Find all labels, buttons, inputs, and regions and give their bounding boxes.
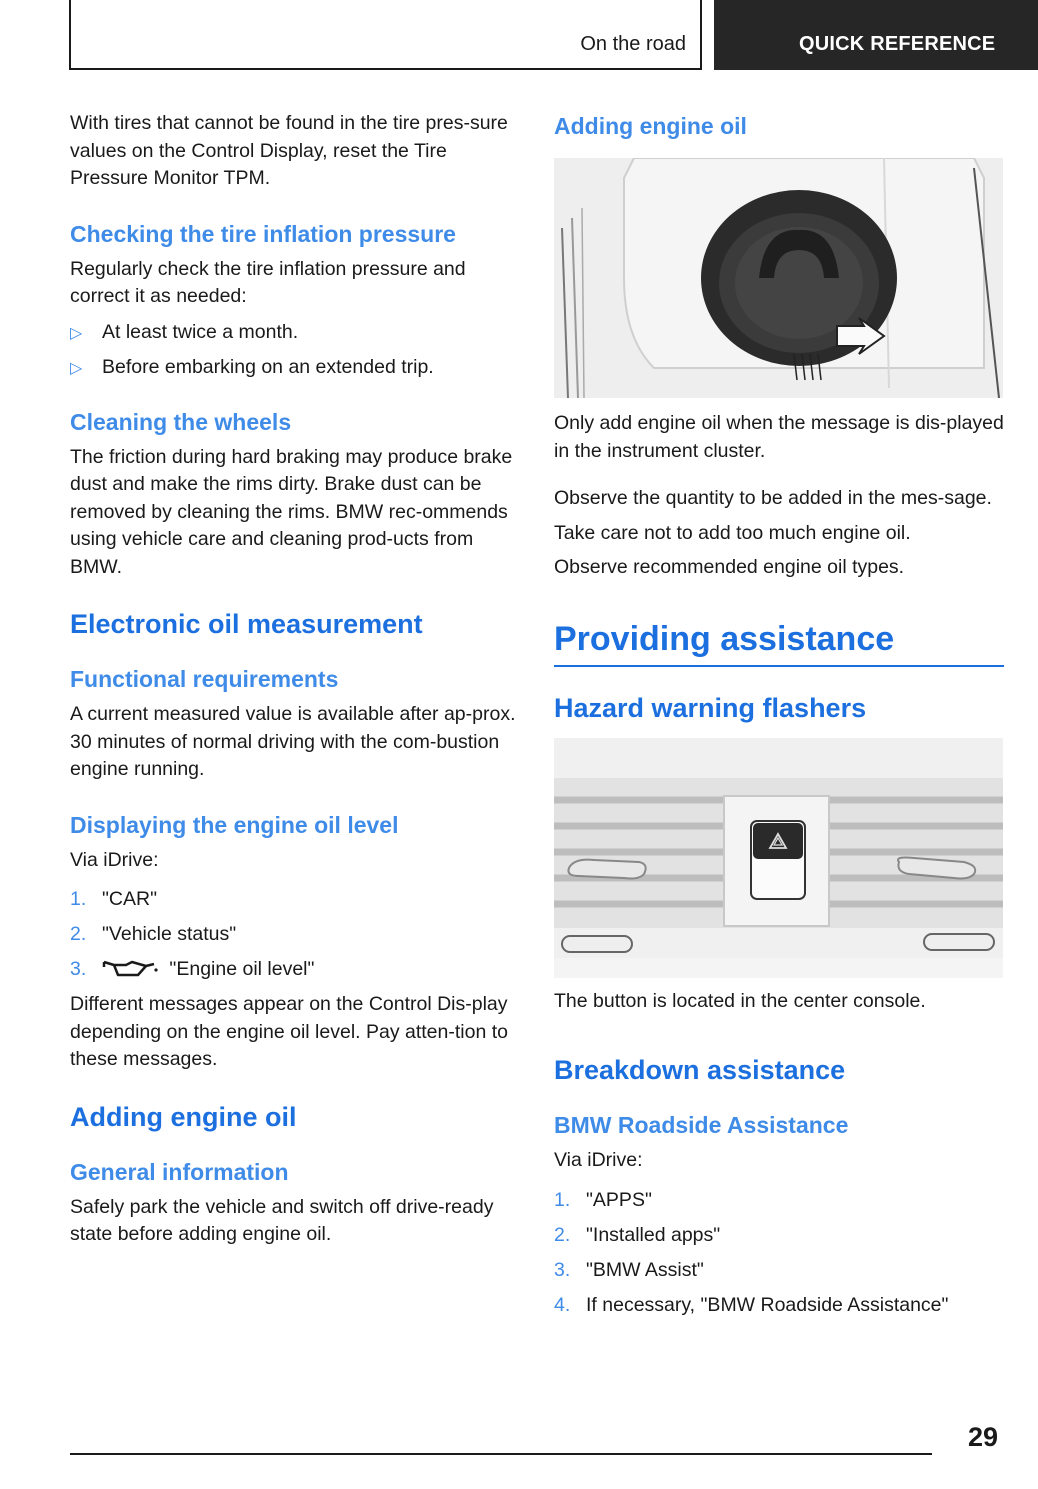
list-item (554, 1292, 1004, 1319)
step-number: 1. (554, 1188, 571, 1211)
step-text: "APPS" (586, 1188, 652, 1211)
list-item (70, 921, 525, 948)
step-text: "Installed apps" (586, 1223, 721, 1246)
oil-types-text: Observe recommended engine oil types. (554, 556, 905, 578)
step-number: 1. (70, 888, 87, 910)
hazard-caption: The button is located in the center console. (554, 989, 926, 1012)
functional-requirements-heading: Functional requirements (70, 666, 339, 692)
adding-engine-oil-heading-left: Adding engine oil (70, 1101, 297, 1132)
checking-pressure-body: Regularly check the tire inflation pressure and correct it as needed: (70, 257, 466, 307)
header-section-title: On the road (580, 33, 686, 55)
roadside-assistance-heading: BMW Roadside Assistance (554, 1112, 849, 1138)
tpm-intro-text: With tires that cannot be found in the tire pres-sure values on the Control Display, reset the Tire Pressure Monitor TPM. (70, 112, 508, 189)
step-text: "Engine oil level" (169, 958, 315, 980)
general-information-body: Safely park the vehicle and switch off drive-ready state before adding engine oil. (70, 1195, 494, 1245)
providing-assistance-heading: Providing assistance (554, 619, 895, 658)
list-item (70, 354, 525, 381)
step-text: "CAR" (102, 888, 158, 910)
general-information-heading: General information (70, 1158, 289, 1185)
step-number: 4. (554, 1293, 571, 1316)
header-box (69, 0, 702, 70)
cleaning-wheels-heading: Cleaning the wheels (70, 408, 292, 435)
oil-filler-cap-image (554, 158, 1003, 398)
step-number: 3. (70, 958, 87, 980)
triangle-bullet-icon: ▷ (70, 359, 83, 377)
breakdown-assistance-heading: Breakdown assistance (554, 1055, 846, 1085)
oil-filler-illustration (554, 158, 1003, 398)
hazard-flashers-heading: Hazard warning flashers (554, 692, 867, 723)
hazard-button-image (554, 738, 1003, 978)
step-text: "Vehicle status" (102, 923, 237, 945)
step-number: 3. (554, 1258, 571, 1281)
step-number: 2. (554, 1223, 571, 1246)
checking-pressure-list (70, 319, 525, 381)
triangle-bullet-icon: ▷ (70, 324, 83, 342)
list-item (70, 319, 525, 346)
roadside-via: Via iDrive: (554, 1149, 643, 1171)
page-number: 29 (968, 1422, 999, 1452)
display-oil-body: Different messages appear on the Control Dis-play depending on the engine oil level. Pay atten-tion to these messages. (70, 993, 508, 1070)
functional-requirements-body: A current measured value is available after ap-prox. 30 minutes of normal driving with the com-bustion engine running. (70, 703, 516, 780)
list-item-text: Before embarking on an extended trip. (102, 355, 434, 378)
display-oil-level-heading: Displaying the engine oil level (70, 811, 399, 838)
quick-reference-tab[interactable]: QUICK REFERENCE (714, 0, 1038, 70)
oil-message-text: Only add engine oil when the message is dis-played in the instrument cluster. (554, 412, 1004, 462)
display-oil-via: Via iDrive: (70, 848, 159, 871)
step-text: "BMW Assist" (586, 1258, 704, 1281)
hazard-console-illustration (554, 738, 1003, 978)
list-item-text: At least twice a month. (102, 320, 299, 343)
step-number: 2. (70, 923, 87, 945)
adding-engine-oil-heading-right: Adding engine oil (554, 113, 747, 139)
right-column (554, 113, 1004, 1319)
list-item (554, 1222, 1004, 1249)
display-oil-steps (70, 886, 525, 983)
footer-rule (70, 1453, 932, 1455)
left-column (70, 110, 525, 1249)
oil-can-icon (102, 958, 158, 978)
list-item (70, 956, 525, 983)
heading-divider (554, 665, 1004, 667)
roadside-steps (554, 1187, 1004, 1319)
list-item (554, 1187, 1004, 1214)
electronic-oil-heading: Electronic oil measurement (70, 609, 423, 639)
step-text: If necessary, "BMW Roadside Assistance" (586, 1293, 949, 1316)
oil-caution-text: Take care not to add too much engine oil. (554, 521, 911, 544)
oil-quantity-text: Observe the quantity to be added in the mes-sage. (554, 487, 992, 509)
cleaning-wheels-body: The friction during hard braking may produce brake dust and make the rims dirty. Brake dust can be removed by cleaning the rims. BMW rec-ommends using vehicle care and cleaning prod-ucts from BMW. (70, 445, 513, 578)
checking-pressure-heading: Checking the tire inflation pressure (70, 220, 456, 247)
list-item (70, 886, 525, 913)
list-item (554, 1257, 1004, 1284)
